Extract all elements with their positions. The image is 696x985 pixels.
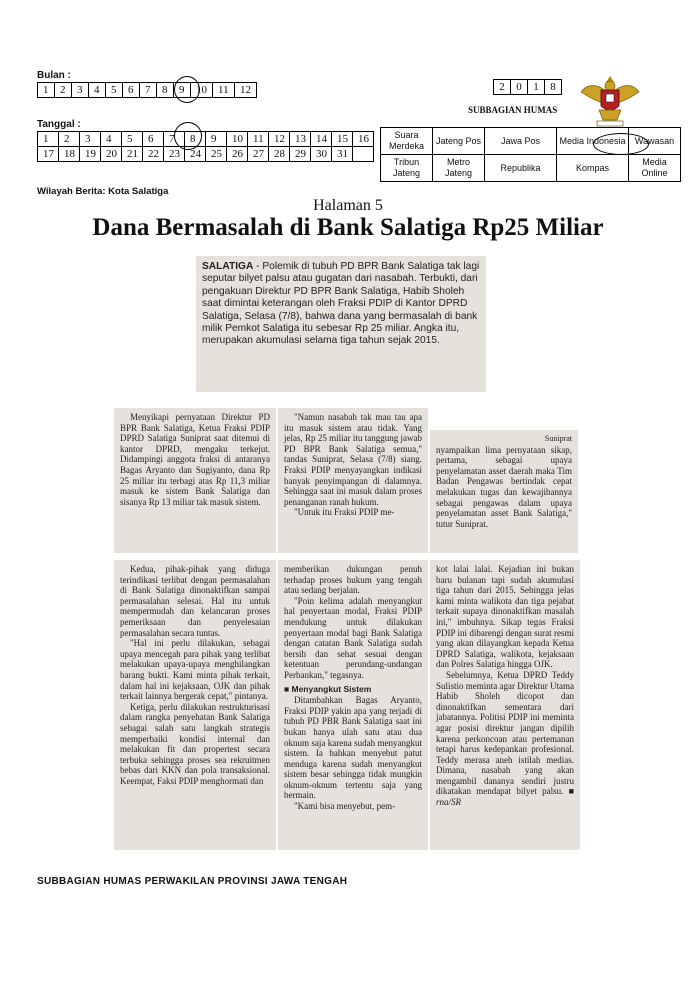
- column-5-p1: memberikan dukungan penuh terhadap proses hukum yang tengah atau sedang berjalan.: [284, 564, 422, 596]
- media-option: Suara Merdeka: [381, 128, 433, 155]
- media-option: Jawa Pos: [485, 128, 557, 155]
- column-6-p1: kot lalai lalai. Kejadian ini bukan baru bulanan tapi sudah akumulasi tiga tahun dari 2015. Sehingga jelas kami minta walikota dan tiga pejabat terkait supaya dinonaktifkan masalah ini," imbuhnya. Sikap tegas Fraksi PDIP ini dibarengi dengan surat resmi yang akan dilayangkan kepada Ketua DPRD Salatiga, walikota, kejaksaan dan Polres Salatiga hingga OJK.: [436, 564, 574, 670]
- bulan-cell: 1: [38, 83, 55, 98]
- tanggal-cell: 14: [311, 132, 332, 147]
- tanggal-cell: 29: [290, 147, 311, 162]
- tanggal-cell: 9: [206, 132, 227, 147]
- article-lead: [196, 256, 486, 392]
- media-option: Metro Jateng: [433, 155, 485, 182]
- year-digit-cell: 8: [545, 80, 562, 95]
- year-digit-cell: 1: [528, 80, 545, 95]
- media-option: Tribun Jateng: [381, 155, 433, 182]
- column-5-p2: "Poin kelima adalah menyangkut hal penyertaan modal, Fraksi PDIP mendukung untuk dilakukan penyertaan modal bagi Bank Salatiga dengan catatan Bank Salatiga sudah bersih dan sehat sesuai dengan ketentuan perundang-undangan Perbankan," tegasnya.: [284, 595, 422, 680]
- square-end-icon: ■: [568, 786, 575, 797]
- tanggal-cell: 16: [353, 132, 374, 147]
- media-table: [380, 127, 681, 182]
- column-3-text: nyampaikan lima pernyataan sikap, pertama, sebagai upaya penyelamatan asset daerah maka Tim Badan Pengawas bertindak cepat melakukan tugas dan kewajibannya sebagai pengawas dalam upaya penyelamatan asset Bank Salatiga," tutur Suniprat.: [436, 444, 572, 529]
- bulan-table: [37, 82, 257, 98]
- headline: Dana Bermasalah di Bank Salatiga Rp25 Miliar: [92, 214, 604, 241]
- tanggal-cell: 11: [248, 132, 269, 147]
- tanggal-cell: 20: [101, 147, 122, 162]
- bulan-cell: 6: [123, 83, 140, 98]
- article-column-4: [114, 560, 276, 850]
- tanggal-cell: 12: [269, 132, 290, 147]
- tanggal-cell: 22: [143, 147, 164, 162]
- tanggal-cell: 7: [164, 132, 185, 147]
- article-column-5: [278, 560, 428, 850]
- bulan-cell: 12: [235, 83, 257, 98]
- article-column-1: [114, 408, 276, 553]
- bulan-label: Bulan :: [37, 70, 71, 81]
- article-column-3: [430, 430, 578, 553]
- tanggal-cell: 25: [206, 147, 227, 162]
- tanggal-table: [37, 131, 374, 162]
- bulan-cell: 9: [174, 83, 191, 98]
- tanggal-cell: 5: [122, 132, 143, 147]
- tanggal-cell: 3: [80, 132, 101, 147]
- tanggal-cell: [353, 147, 374, 162]
- column-2-text-a: "Namun nasabah tak mau tau apa itu masuk sistem atau tidak. Yang jelas, Rp 25 miliar itu tanggung jawab PD BPR Bank Salatiga semua," tandas Suniprat, Selasa (7/8) siang. Fraksi PDIP menyayangkan indikasi banyak penyimpangan di dalamnya. Sehingga saat ini masuk dalam proses penanganan ranah hukum.: [284, 412, 422, 507]
- column-3-top: Suniprat: [544, 434, 572, 443]
- tanggal-cell: 31: [332, 147, 353, 162]
- article-column-2: [278, 408, 428, 553]
- year-digit-cell: 0: [511, 80, 528, 95]
- tanggal-cell: 6: [143, 132, 164, 147]
- media-option: Jateng Pos: [433, 128, 485, 155]
- lead-dateline: SALATIGA: [202, 261, 254, 272]
- bulan-cell: 8: [157, 83, 174, 98]
- page-number: Halaman 5: [313, 197, 383, 214]
- tanggal-cell: 27: [248, 147, 269, 162]
- column-1-text: Menyikapi pernyataan Direktur PD BPR Bank Salatiga, Ketua Fraksi PDIP DPRD Salatiga Suniprat saat ditemui di kantor DPRD, mengaku terkejut. Didampingi anggota fraksi di antaranya Bagas Aryanto dan Sugiyanto, dana Rp 25 miliar itu terbagi atas Rp 11,3 miliar masuk ke sistem Bank Salatiga dan sisanya Rp 13 miliar tak masuk sistem.: [120, 412, 270, 507]
- column-2-text-b: "Untuk itu Fraksi PDIP me-: [294, 507, 395, 518]
- column-4-p1: Kedua, pihak-pihak yang diduga terindikasi terlibat dengan permasalahan di Bank Salatiga dinonaktifkan sampai permasalahan selesai. Hal itu untuk mempermudah dan kelancaran proses pemeriksaan dan penyelesaian permasalahan secara tuntas.: [120, 564, 270, 638]
- bulan-cell: 3: [72, 83, 89, 98]
- bulan-cell: 2: [55, 83, 72, 98]
- lead-text: - Polemik di tubuh PD BPR Bank Salatiga tak lagi seputar bilyet palsu atau gugatan dari nasabah. Terbukti, dari pengakuan Direktur PD BPR Bank Salatiga, Habib Sholeh saat dimintai keterangan oleh Fraksi PDIP di Kantor DPRD Salatiga, Selasa (7/8), bahwa dana yang bermasalah di bank milik Pemkot Salatiga itu sebesar Rp 25 miliar. Angka itu, merupakan akumulasi selama tiga tahun sejak 2015.: [202, 261, 480, 347]
- tanggal-cell: 28: [269, 147, 290, 162]
- footer-text: SUBBAGIAN HUMAS PERWAKILAN PROVINSI JAWA TENGAH: [37, 876, 348, 887]
- column-5-p3: Ditambahkan Bagas Aryanto, Fraksi PDIP yakin apa yang terjadi di tubuh PD PBR Bank Salatiga saat ini bukan hanya ulah satu atau dua oknum saja karena sudah menyangkut sistem. Ia bahkan menyebut patut menduga karena sudah menyangkut sistem besar sehingga tidak mungkin oknum-oknum tertentu saja yang bermain.: [284, 695, 422, 801]
- bulan-cell: 5: [106, 83, 123, 98]
- article-column-6: [430, 560, 580, 850]
- year-table: [493, 79, 562, 95]
- tanggal-cell: 30: [311, 147, 332, 162]
- tanggal-cell: 23: [164, 147, 185, 162]
- square-bullet-icon: ■: [284, 683, 292, 694]
- bulan-cell: 7: [140, 83, 157, 98]
- tanggal-cell: 8: [185, 132, 206, 147]
- column-4-p2: "Hal ini perlu dilakukan, sebagai upaya mencegah para pihak yang terlibat melakukan upaya-upaya menghilangkan barang bukti. Kami minta pihak terkait, dalam hal ini kejaksaan, OJK dan pihak terkait lainnya bergerak cepat," pintanya.: [120, 638, 270, 702]
- tanggal-cell: 18: [59, 147, 80, 162]
- tanggal-cell: 2: [59, 132, 80, 147]
- tanggal-cell: 1: [38, 132, 59, 147]
- tanggal-cell: 10: [227, 132, 248, 147]
- tanggal-cell: 19: [80, 147, 101, 162]
- tanggal-cell: 21: [122, 147, 143, 162]
- media-option: Media Indonesia: [557, 128, 629, 155]
- media-option: Wawasan: [629, 128, 681, 155]
- column-6-signature: rna/SR: [436, 797, 462, 808]
- tanggal-cell: 13: [290, 132, 311, 147]
- column-6-p2: [436, 670, 574, 808]
- bulan-cell: 10: [191, 83, 213, 98]
- column-4-p3: Ketiga, perlu dilakukan restrukturisasi dalam rangka penyehatan Bank Salatiga sebagai salah satu langkah strategis memperbaiki kondisi internal dan melakukan fit dan propertest secara terbuka sehingga proses sea rekruitmen bebas dari KKN dan pola transaksional. Keempat, Faksi PDIP menghormati dan: [120, 701, 270, 786]
- media-option: Media Online: [629, 155, 681, 182]
- column-6-p2-text: Sebelumnya, Ketua DPRD Teddy Sulistio meminta agar Direktur Utama Habib Sholeh dicopot dan dinonaktifkan sementara dari jabatannya. Politisi PDIP ini meminta agar posisi direktur jangan dipilih karena perkoncoan atau pertemanan tetapi harus kedepankan profesional. Teddy merasa aneh istilah medias. Dimana, nasabah yang akan mengambil dananya sendiri justru dikatakan mendapat bilyet palsu.: [436, 669, 574, 797]
- bulan-cell: 11: [213, 83, 235, 98]
- tanggal-cell: 17: [38, 147, 59, 162]
- column-5-subheading-text: Menyangkut Sistem: [291, 683, 372, 694]
- column-5-p4: "Kami bisa menyebut, pem-: [294, 801, 396, 812]
- year-digit-cell: 2: [494, 80, 511, 95]
- subbagian-label: SUBBAGIAN HUMAS: [468, 105, 558, 115]
- tanggal-cell: 26: [227, 147, 248, 162]
- column-5-subheading: [284, 684, 422, 695]
- wilayah-berita: Wilayah Berita: Kota Salatiga: [37, 186, 169, 197]
- bulan-cell: 4: [89, 83, 106, 98]
- tanggal-cell: 4: [101, 132, 122, 147]
- media-option: Kompas: [557, 155, 629, 182]
- tanggal-label: Tanggal :: [37, 119, 81, 130]
- tanggal-cell: 24: [185, 147, 206, 162]
- media-option: Republika: [485, 155, 557, 182]
- garuda-emblem-icon: [575, 70, 645, 132]
- tanggal-cell: 15: [332, 132, 353, 147]
